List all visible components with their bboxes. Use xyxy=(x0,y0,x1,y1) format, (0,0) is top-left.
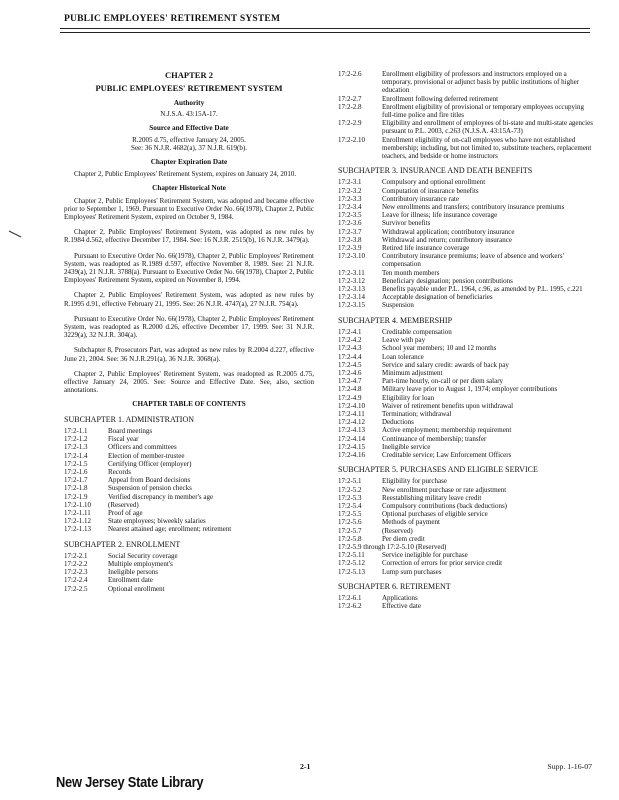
toc-section-title: Correction of errors for prior service credit xyxy=(382,559,503,568)
toc-entry xyxy=(338,236,594,244)
toc-section-number: 17:2-2.6 xyxy=(338,70,362,78)
expiration-heading: Chapter Expiration Date xyxy=(150,158,228,167)
toc-section-number: 17:2-3.6 xyxy=(338,219,362,228)
toc-entry xyxy=(338,136,594,161)
toc-section-number: 17:2-1.11 xyxy=(64,508,91,517)
toc-section-number: 17:2-5.4 xyxy=(338,501,362,510)
toc-entry xyxy=(338,219,594,227)
toc-entry xyxy=(338,119,594,135)
toc-section-title: Optional enrollment xyxy=(108,584,165,593)
toc-entry xyxy=(64,476,314,484)
toc-section-number: 17:2-4.10 xyxy=(338,401,366,410)
toc-entry xyxy=(338,477,594,485)
subchapter-4-list xyxy=(338,328,594,459)
toc-section-title: Ineligible persons xyxy=(108,568,158,577)
toc-entry xyxy=(338,559,594,567)
toc-section-title: Minimum adjustment xyxy=(382,368,443,377)
toc-entry xyxy=(338,502,594,510)
toc-section-title: Social Security coverage xyxy=(108,551,178,560)
toc-section-number: 17:2-4.8 xyxy=(338,385,362,394)
history-paragraph: Subchapter 8, Prosecutors Part, was adopted as new rules by R.2004 d.227, effective June 21, 2004. See: 36 N.J.R.291(a), 36 N.J.R. 3068(a). xyxy=(64,346,314,363)
toc-entry xyxy=(338,394,594,402)
toc-section-number: 17:2-4.9 xyxy=(338,393,362,402)
toc-section-number: 17:2-2.3 xyxy=(64,568,88,577)
toc-section-number: 17:2-3.12 xyxy=(338,276,366,285)
toc-section-number: 17:2-2.7 xyxy=(338,94,362,103)
subchapter-5-tail-list xyxy=(338,551,594,576)
right-column xyxy=(338,70,594,610)
toc-entry xyxy=(338,361,594,369)
toc-entry xyxy=(64,568,314,576)
toc-entry xyxy=(338,285,594,293)
toc-section-title: Beneficiary designation; pension contributions xyxy=(382,276,513,285)
toc-entry xyxy=(338,518,594,526)
toc-section-title: Withdrawal and return; contributory insurance xyxy=(382,235,512,244)
toc-section-title: Compulsory and optional enrollment xyxy=(382,178,486,187)
history-paragraph: Chapter 2, Public Employees' Retirement System, was adopted and became effective prior to September 1, 1969. Pursuant to Executive Order No. 66(1978), Chapter 2, Public Employees' Retirement System, expired on October 9, 1984. xyxy=(64,196,315,222)
toc-section-number: 17:2-5.1 xyxy=(338,477,362,486)
toc-entry xyxy=(338,385,594,393)
toc-entry xyxy=(64,576,314,584)
toc-entry xyxy=(338,527,594,535)
toc-section-title: Eligibility for loan xyxy=(382,393,435,402)
toc-section-title: Applications xyxy=(382,593,418,602)
toc-section-number: 17:2-3.7 xyxy=(338,227,362,236)
subchapter-2-list xyxy=(64,552,314,593)
toc-section-title: Enrollment date xyxy=(108,576,153,585)
subchapter-1-heading: SUBCHAPTER 1. ADMINISTRATION xyxy=(64,414,195,424)
toc-entry xyxy=(338,269,594,277)
subchapter-2-continued-list xyxy=(338,70,594,160)
toc-section-number: 17:2-5.3 xyxy=(338,493,362,502)
chapter-number: CHAPTER 2 xyxy=(165,70,213,80)
toc-entry xyxy=(338,443,594,451)
toc-entry xyxy=(338,103,594,119)
toc-section-number: 17:2-2.8 xyxy=(338,102,362,111)
toc-entry xyxy=(64,427,314,435)
running-head: PUBLIC EMPLOYEES' RETIREMENT SYSTEM xyxy=(64,14,281,24)
toc-section-number: 17:2-1.2 xyxy=(64,435,88,444)
toc-section-title: Leave for illness; life insurance coverage xyxy=(382,211,498,220)
toc-section-number: 17:2-2.4 xyxy=(64,576,88,585)
toc-entry xyxy=(338,95,594,103)
history-paragraph: Pursuant to Executive Order No. 66(1978), Chapter 2, Public Employees' Retirement System, was readopted as R.2000 d.26, effective December 17, 1999. See: 31 N.J.R. 3229(a), 32 N.J.R. 304(a). xyxy=(64,314,314,340)
toc-section-title: Loan tolerance xyxy=(382,352,424,361)
toc-section-number: 17:2-3.10 xyxy=(338,252,366,261)
toc-section-title: Enrollment eligibility of on-call employees who have not established membership; including, but not limited to, substitute teachers, replacement teachers, and bedside or home instructors xyxy=(382,135,592,161)
toc-entry xyxy=(338,211,594,219)
source-heading: Source and Effective Date xyxy=(149,124,229,133)
toc-section-title: New enrollment purchase or rate adjustment xyxy=(382,485,507,494)
toc-section-title: Reestablishing military leave credit xyxy=(382,493,482,502)
toc-section-number: 17:2-1.7 xyxy=(64,476,88,485)
toc-entry xyxy=(338,228,594,236)
toc-entry xyxy=(64,468,314,476)
toc-section-number: 17:2-1.9 xyxy=(64,492,88,501)
toc-section-title: Certifying Officer (employer) xyxy=(108,459,192,468)
toc-section-number: 17:2-3.14 xyxy=(338,293,366,302)
toc-section-title: Computation of insurance benefits xyxy=(382,186,479,195)
toc-section-number: 17:2-4.11 xyxy=(338,409,365,418)
toc-section-title: Ten month members xyxy=(382,268,440,277)
toc-section-number: 17:2-4.15 xyxy=(338,442,366,451)
subchapter-5-range: 17:2-5.9 through 17:2-5.10 (Reserved) xyxy=(338,542,447,551)
toc-entry xyxy=(338,344,594,352)
toc-entry xyxy=(64,525,314,533)
toc-section-title: Service ineligible for purchase xyxy=(382,551,468,560)
toc-entry xyxy=(338,568,594,576)
toc-section-number: 17:2-2.10 xyxy=(338,135,366,144)
toc-section-title: Contributory insurance rate xyxy=(382,194,459,203)
toc-section-number: 17:2-6.2 xyxy=(338,602,362,611)
toc-section-number: 17:2-2.2 xyxy=(64,559,88,568)
toc-section-number: 17:2-3.8 xyxy=(338,235,362,244)
toc-section-title: Waiver of retirement benefits upon withdrawal xyxy=(382,401,514,410)
toc-section-number: 17:2-3.15 xyxy=(338,301,366,310)
toc-section-title: State employees; biweekly salaries xyxy=(108,517,206,526)
toc-section-title: Nearest attained age; enrollment; retirement xyxy=(108,525,232,534)
toc-section-title: Suspension xyxy=(382,301,414,310)
toc-section-number: 17:2-5.6 xyxy=(338,518,362,527)
toc-section-number: 17:2-2.9 xyxy=(338,119,362,128)
toc-section-number: 17:2-4.5 xyxy=(338,360,362,369)
toc-section-title: Eligibility for purchase xyxy=(382,477,447,486)
toc-section-title: Optional purchases of eligible service xyxy=(382,510,488,519)
toc-section-number: 17:2-1.5 xyxy=(64,459,88,468)
toc-section-number: 17:2-5.13 xyxy=(338,567,366,576)
toc-section-title: Eligibility and enrollment of employees of bi-state and multi-state agencies pursuant to P.L. 2003, c.263 (N.J.S.A. 43:15A-73) xyxy=(382,119,593,136)
history-heading: Chapter Historical Note xyxy=(152,184,226,193)
subchapter-5-heading: SUBCHAPTER 5. PURCHASES AND ELIGIBLE SERVICE xyxy=(338,465,538,475)
toc-section-number: 17:2-4.6 xyxy=(338,368,362,377)
toc-section-number: 17:2-4.1 xyxy=(338,327,362,336)
toc-section-number: 17:2-5.2 xyxy=(338,485,362,494)
subchapter-4-heading: SUBCHAPTER 4. MEMBERSHIP xyxy=(338,315,453,325)
toc-entry xyxy=(338,369,594,377)
toc-entry xyxy=(338,244,594,252)
left-column xyxy=(64,70,314,593)
toc-section-title: Continuance of membership; transfer xyxy=(382,434,487,443)
toc-section-title: Records xyxy=(108,467,131,476)
toc-section-title: Methods of payment xyxy=(382,518,440,527)
library-stamp: New Jersey State Library xyxy=(56,774,204,791)
toc-section-title: Compulsory contributions (back deductions) xyxy=(382,501,508,510)
toc-section-number: 17:2-4.12 xyxy=(338,418,366,427)
toc-entry xyxy=(64,452,314,460)
toc-section-number: 17:2-1.13 xyxy=(64,525,92,534)
toc-entry xyxy=(338,328,594,336)
toc-section-title: Enrollment eligibility of provisional or temporary employees occupying full-time police and fire titles xyxy=(382,102,584,120)
toc-entry xyxy=(64,501,314,509)
toc-section-title: Officers and committees xyxy=(108,443,177,452)
toc-section-title: Suspension of pension checks xyxy=(108,484,192,493)
toc-section-title: Per diem credit xyxy=(382,534,425,543)
toc-entry xyxy=(338,451,594,459)
toc-section-number: 17:2-2.5 xyxy=(64,584,88,593)
history-paragraph: Chapter 2, Public Employees' Retirement System, was adopted as new rules by R.1995 d.91, effective February 21, 1995. See: 26 N.J.R. 4747(a), 27 N.J.R. 754(a). xyxy=(64,291,314,308)
toc-entry xyxy=(338,418,594,426)
toc-entry xyxy=(338,486,594,494)
toc-section-number: 17:2-5.11 xyxy=(338,551,365,560)
subchapter-3-heading: SUBCHAPTER 3. INSURANCE AND DEATH BENEFITS xyxy=(338,166,533,176)
history-paragraph: Pursuant to Executive Order No. 66(1978), Chapter 2, Public Employees' Retirement System, was readopted as R.1989 d.597, effective November 8, 1989. See: 21 N.J.R. 2439(a), 21 N.J.R. 3788(a). Pursuant to Executive Order No. 66(1978), Chapter 2, Public Employees' Retirement System, expired on November 8, 1994. xyxy=(64,251,315,285)
toc-section-title: Service and salary credit: awards of back pay xyxy=(382,360,509,369)
toc-section-number: 17:2-4.4 xyxy=(338,352,362,361)
toc-section-number: 17:2-3.4 xyxy=(338,203,362,212)
toc-section-number: 17:2-1.10 xyxy=(64,500,92,509)
toc-entry xyxy=(338,336,594,344)
toc-entry xyxy=(64,552,314,560)
toc-section-title: Benefits payable under P.L. 1964, c.96, as amended by P.L. 1995, c.221 xyxy=(382,285,583,294)
toc-entry xyxy=(64,484,314,492)
toc-section-number: 17:2-2.1 xyxy=(64,551,88,560)
subchapter-6-list xyxy=(338,594,594,610)
toc-section-number: 17:2-3.11 xyxy=(338,268,365,277)
toc-entry xyxy=(64,493,314,501)
toc-entry xyxy=(64,443,314,451)
page-number: 2-1 xyxy=(300,762,311,771)
toc-section-number: 17:2-1.1 xyxy=(64,426,88,435)
toc-section-title: Withdrawal application; contributory insurance xyxy=(382,227,515,236)
toc-entry xyxy=(338,178,594,186)
toc-section-title: Contributory insurance premiums; leave of absence and workers' compensation xyxy=(382,252,564,269)
toc-entry xyxy=(338,402,594,410)
toc-section-number: 17:2-1.4 xyxy=(64,451,88,460)
toc-section-number: 17:2-3.9 xyxy=(338,244,362,253)
toc-entry xyxy=(338,203,594,211)
toc-section-number: 17:2-4.13 xyxy=(338,426,366,435)
toc-section-number: 17:2-1.12 xyxy=(64,517,92,526)
toc-section-number: 17:2-4.2 xyxy=(338,336,362,345)
authority-text: N.J.S.A. 43:15A-17. xyxy=(160,110,218,119)
toc-entry xyxy=(338,195,594,203)
toc-section-title: Acceptable designation of beneficiaries xyxy=(382,293,493,302)
toc-section-title: Termination; withdrawal xyxy=(382,409,452,418)
toc-section-title: Board meetings xyxy=(108,426,153,435)
toc-section-title: Part-time hourly, on-call or per diem salary xyxy=(382,377,504,386)
toc-section-number: 17:2-3.3 xyxy=(338,194,362,203)
toc-section-title: New enrollments and transfers; contributory insurance premiums xyxy=(382,203,565,212)
toc-entry xyxy=(338,494,594,502)
header-rule xyxy=(60,28,590,29)
toc-section-title: Lump sum purchases xyxy=(382,567,442,576)
toc-entry xyxy=(64,435,314,443)
subchapter-3-list xyxy=(338,178,594,309)
subchapter-1-list xyxy=(64,427,314,534)
toc-section-number: 17:2-5.7 xyxy=(338,526,362,535)
toc-entry xyxy=(338,435,594,443)
toc-section-title: Verified discrepancy in member's age xyxy=(108,492,214,501)
history-paragraph: Chapter 2, Public Employees' Retirement System, was readopted as R.2005 d.75, effective January 24, 2005. See: Source and Effective Date. See, also, section annotations. xyxy=(64,369,314,395)
toc-section-title: Creditable compensation xyxy=(382,327,452,336)
toc-section-title: Military leave prior to August 1, 1974; employer contributions xyxy=(382,385,558,394)
toc-section-title: (Reserved) xyxy=(382,526,413,535)
toc-section-title: Enrollment eligibility of professors and instructors employed on a temporary, provisional or adjunct basis by public institutions of higher education xyxy=(382,70,580,95)
toc-section-number: 17:2-5.8 xyxy=(338,534,362,543)
expiration-text: Chapter 2, Public Employees' Retirement System, expires on January 24, 2010. xyxy=(74,170,297,179)
toc-entry xyxy=(338,510,594,518)
source-line-2: See: 36 N.J.R. 4682(a), 37 N.J.R. 619(b). xyxy=(131,143,247,152)
toc-section-title: (Reserved) xyxy=(108,500,139,509)
toc-entry xyxy=(338,277,594,285)
toc-entry xyxy=(338,551,594,559)
toc-section-title: Ineligible service xyxy=(382,442,431,451)
toc-section-title: Active employment; membership requirement xyxy=(382,426,512,435)
toc-entry xyxy=(338,535,594,543)
toc-entry xyxy=(338,187,594,195)
toc-section-number: 17:2-3.2 xyxy=(338,186,362,195)
toc-section-number: 17:2-6.1 xyxy=(338,593,362,602)
toc-entry xyxy=(64,560,314,568)
subchapter-6-heading: SUBCHAPTER 6. RETIREMENT xyxy=(338,581,451,591)
toc-section-title: Deductions xyxy=(382,418,414,427)
toc-entry xyxy=(338,70,594,95)
toc-section-title: Multiple employment's xyxy=(108,559,173,568)
toc-section-title: Appeal from Board decisions xyxy=(108,476,191,485)
toc-entry xyxy=(64,585,314,593)
toc-section-number: 17:2-1.3 xyxy=(64,443,88,452)
toc-section-number: 17:2-1.8 xyxy=(64,484,88,493)
toc-section-title: Election of member-trustee xyxy=(108,451,185,460)
history-paragraph: Chapter 2, Public Employees' Retirement System, was adopted as new rules by R.1984 d.562, effective December 17, 1984. See: 16 N.J.R. 2515(b), 16 N.J.R. 3479(a). xyxy=(64,228,314,245)
toc-entry xyxy=(338,602,594,610)
toc-heading: CHAPTER TABLE OF CONTENTS xyxy=(132,400,246,409)
toc-section-title: Creditable service; Law Enforcement Officers xyxy=(382,450,512,459)
subchapter-2-heading: SUBCHAPTER 2. ENROLLMENT xyxy=(64,539,181,549)
toc-section-number: 17:2-1.6 xyxy=(64,467,88,476)
toc-section-title: Leave with pay xyxy=(382,336,426,345)
toc-section-title: Retired life insurance coverage xyxy=(382,244,470,253)
toc-section-number: 17:2-3.13 xyxy=(338,285,366,294)
toc-section-number: 17:2-3.5 xyxy=(338,211,362,220)
subchapter-5-list xyxy=(338,477,594,543)
toc-section-number: 17:2-4.14 xyxy=(338,434,366,443)
toc-section-title: School year members; 10 and 12 months xyxy=(382,344,497,353)
toc-entry xyxy=(338,594,594,602)
toc-section-number: 17:2-4.3 xyxy=(338,344,362,353)
toc-section-number: 17:2-5.12 xyxy=(338,559,366,568)
margin-mark-icon xyxy=(8,230,22,238)
toc-section-title: Survivor benefits xyxy=(382,219,431,228)
header-rule-2 xyxy=(60,32,590,33)
chapter-title: PUBLIC EMPLOYEES' RETIREMENT SYSTEM xyxy=(95,83,283,93)
source-line-1: R.2005 d.75, effective January 24, 2005. xyxy=(132,135,246,144)
toc-section-number: 17:2-4.7 xyxy=(338,377,362,386)
toc-section-number: 17:2-4.16 xyxy=(338,450,366,459)
toc-entry xyxy=(338,293,594,301)
toc-entry xyxy=(338,353,594,361)
toc-section-title: Proof of age xyxy=(108,508,143,517)
toc-entry xyxy=(64,517,314,525)
toc-section-title: Fiscal year xyxy=(108,435,139,444)
toc-entry xyxy=(338,301,594,309)
toc-entry xyxy=(338,377,594,385)
toc-section-number: 17:2-3.1 xyxy=(338,178,362,187)
toc-entry xyxy=(338,252,594,268)
toc-section-number: 17:2-5.5 xyxy=(338,510,362,519)
supplement-date: Supp. 1-16-07 xyxy=(547,762,592,771)
toc-section-title: Enrollment following deferred retirement xyxy=(382,94,499,103)
toc-entry xyxy=(64,460,314,468)
toc-entry xyxy=(338,410,594,418)
toc-entry xyxy=(338,426,594,434)
authority-heading: Authority xyxy=(173,99,205,107)
toc-section-title: Effective date xyxy=(382,602,421,611)
toc-entry xyxy=(64,509,314,517)
